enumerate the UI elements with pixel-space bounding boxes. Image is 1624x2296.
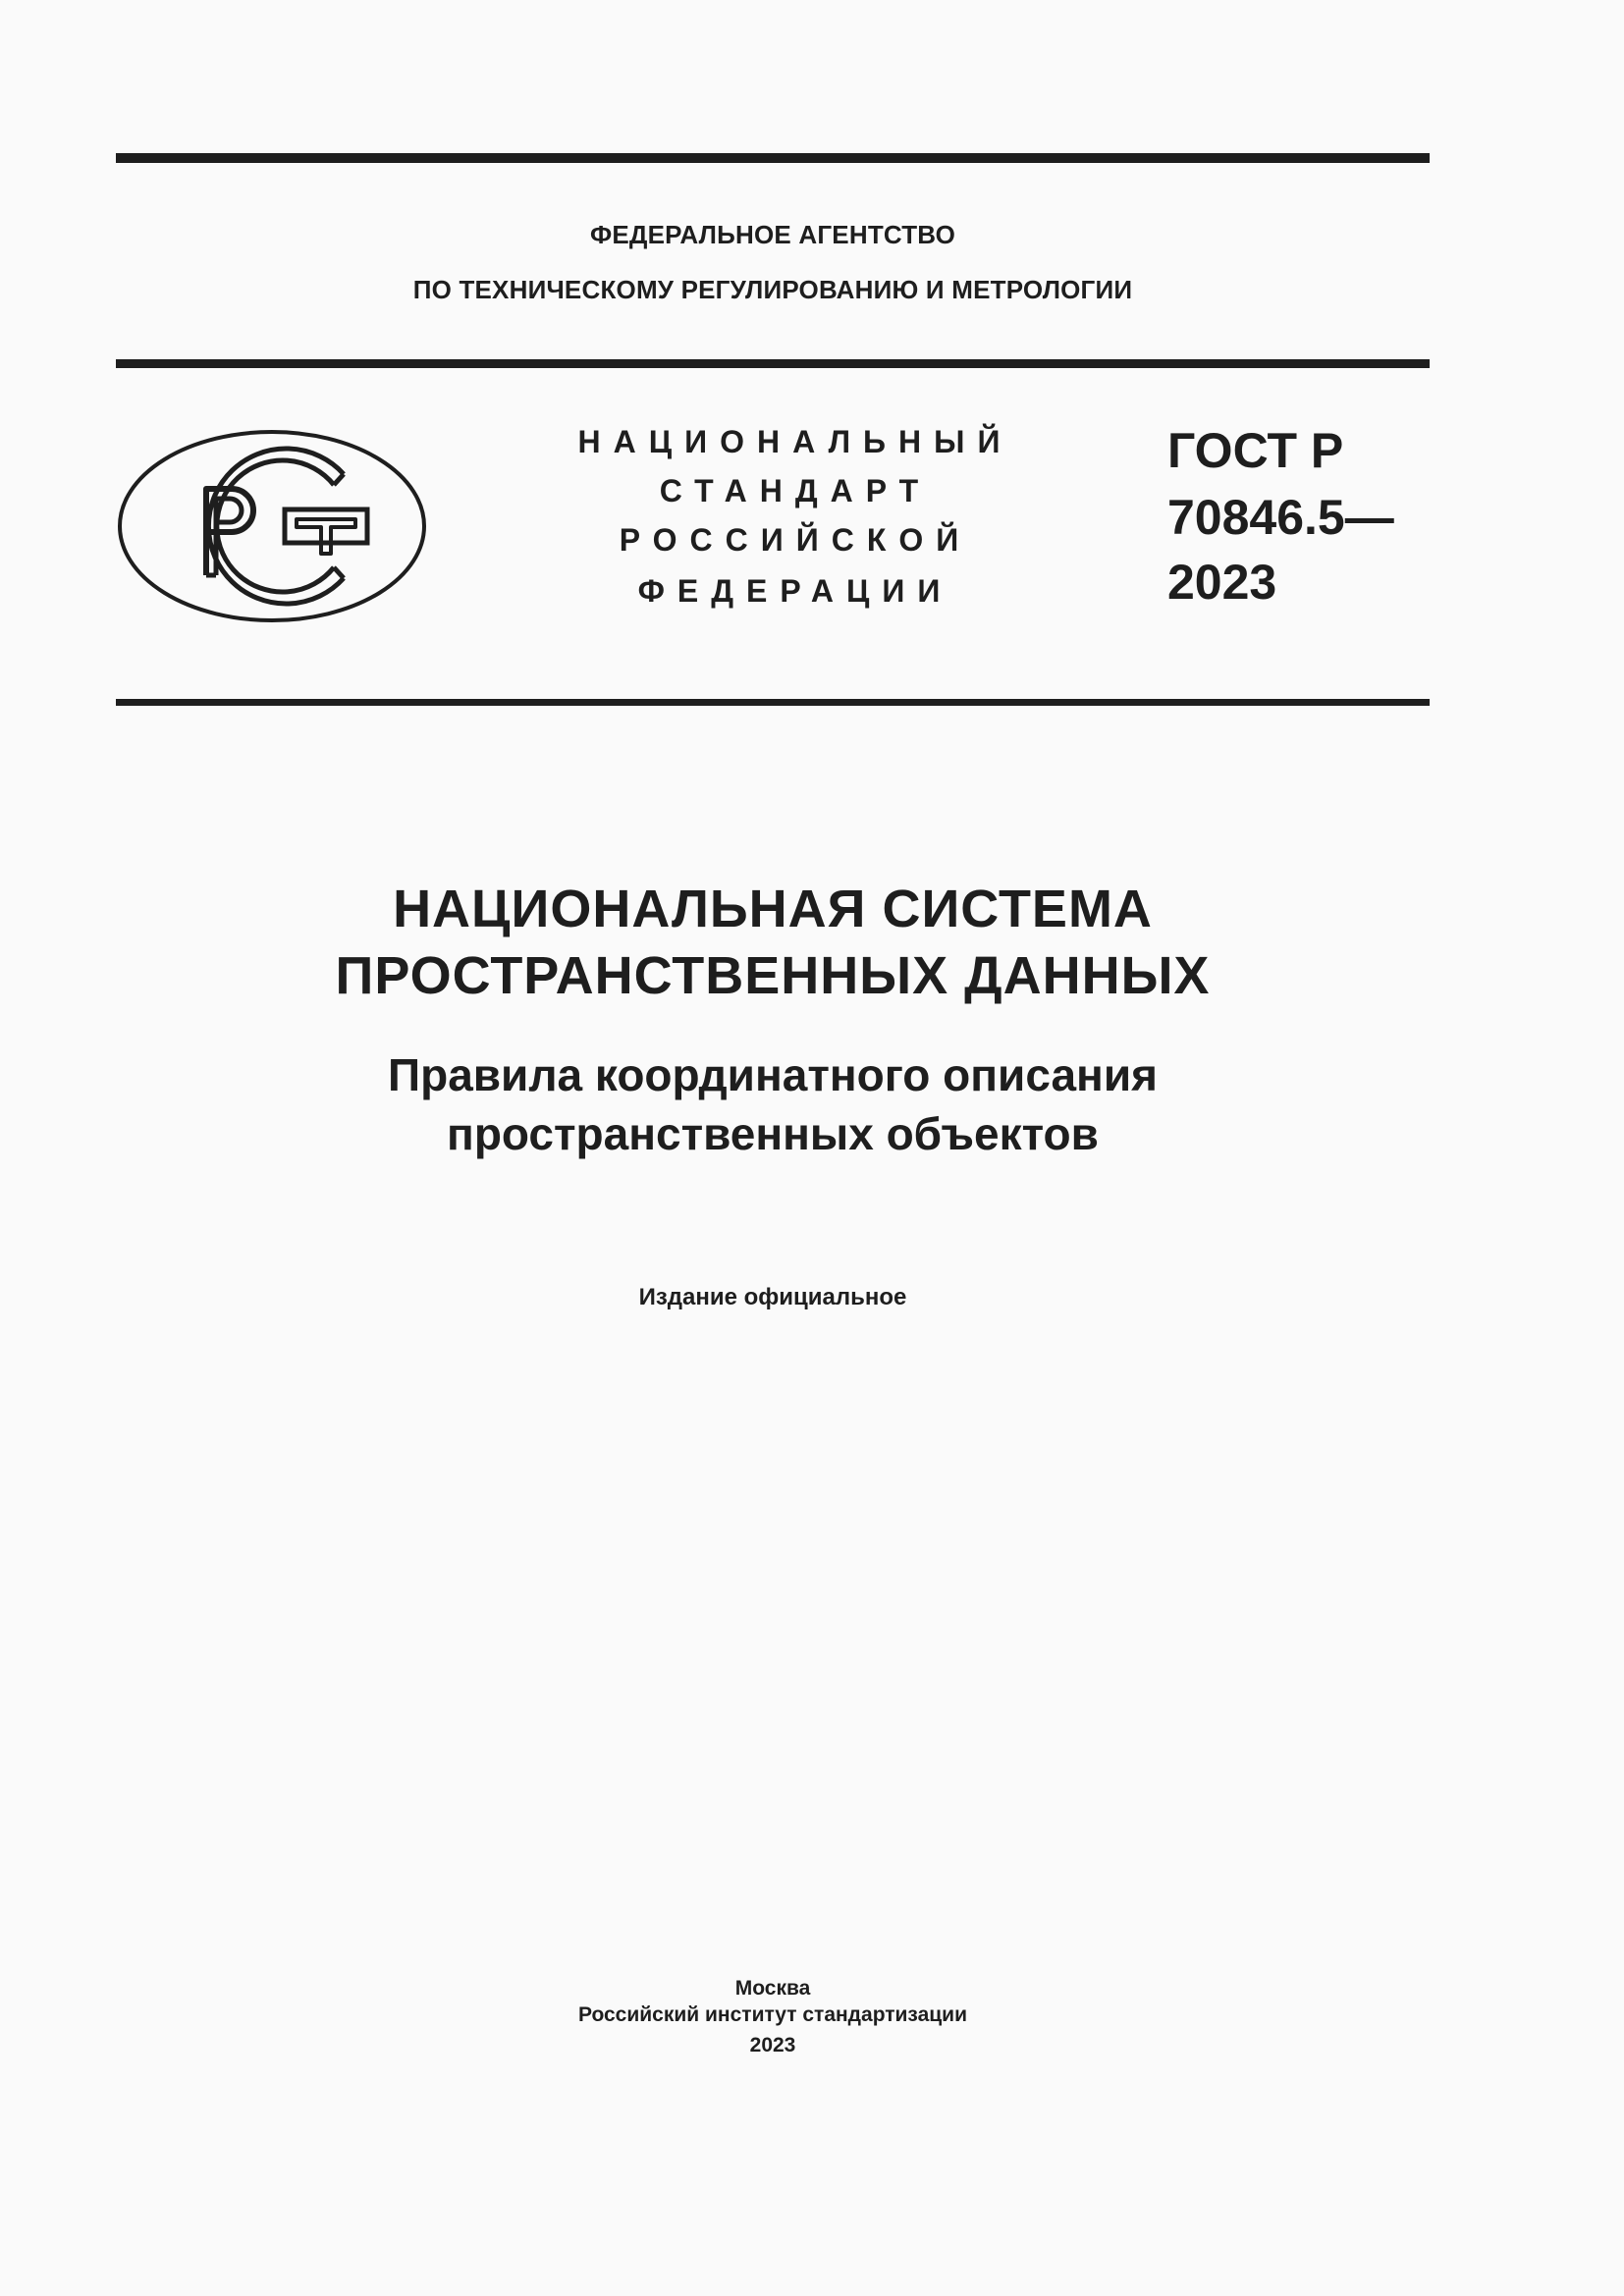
designation-line-1: ГОСТ Р (1167, 423, 1344, 478)
rst-gost-emblem-icon (116, 428, 428, 624)
edition-note: Издание официальное (638, 1284, 907, 1310)
agency-name-line-2: ПО ТЕХНИЧЕСКОМУ РЕГУЛИРОВАНИЮ И МЕТРОЛОГИИ (412, 275, 1133, 304)
document-title-line-1: НАЦИОНАЛЬНАЯ СИСТЕМА (393, 880, 1153, 938)
designation-line-2: 70846.5— (1167, 490, 1394, 545)
document-title-line-2: ПРОСТРАНСТВЕННЫХ ДАННЫХ (335, 946, 1211, 1005)
document-subtitle-line-2: пространственных объектов (447, 1108, 1099, 1159)
header-divider (116, 359, 1430, 368)
standard-type-line-2: СТАНДАРТ (659, 473, 932, 508)
agency-name-line-1: ФЕДЕРАЛЬНОЕ АГЕНТСТВО (589, 220, 956, 249)
designation-line-3: 2023 (1167, 555, 1277, 610)
publication-year: 2023 (749, 2034, 796, 2056)
publisher-city: Москва (734, 1977, 811, 2000)
masthead-bottom-divider (116, 699, 1430, 706)
document-subtitle-line-1: Правила координатного описания (388, 1049, 1158, 1100)
top-divider (116, 153, 1430, 163)
publisher-institute: Российский институт стандартизации (577, 2003, 968, 2026)
standard-type-line-1: НАЦИОНАЛЬНЫЙ (577, 424, 1013, 459)
standard-type-line-4: ФЕДЕРАЦИИ (637, 573, 953, 609)
standard-type-line-3: РОССИЙСКОЙ (619, 522, 972, 558)
